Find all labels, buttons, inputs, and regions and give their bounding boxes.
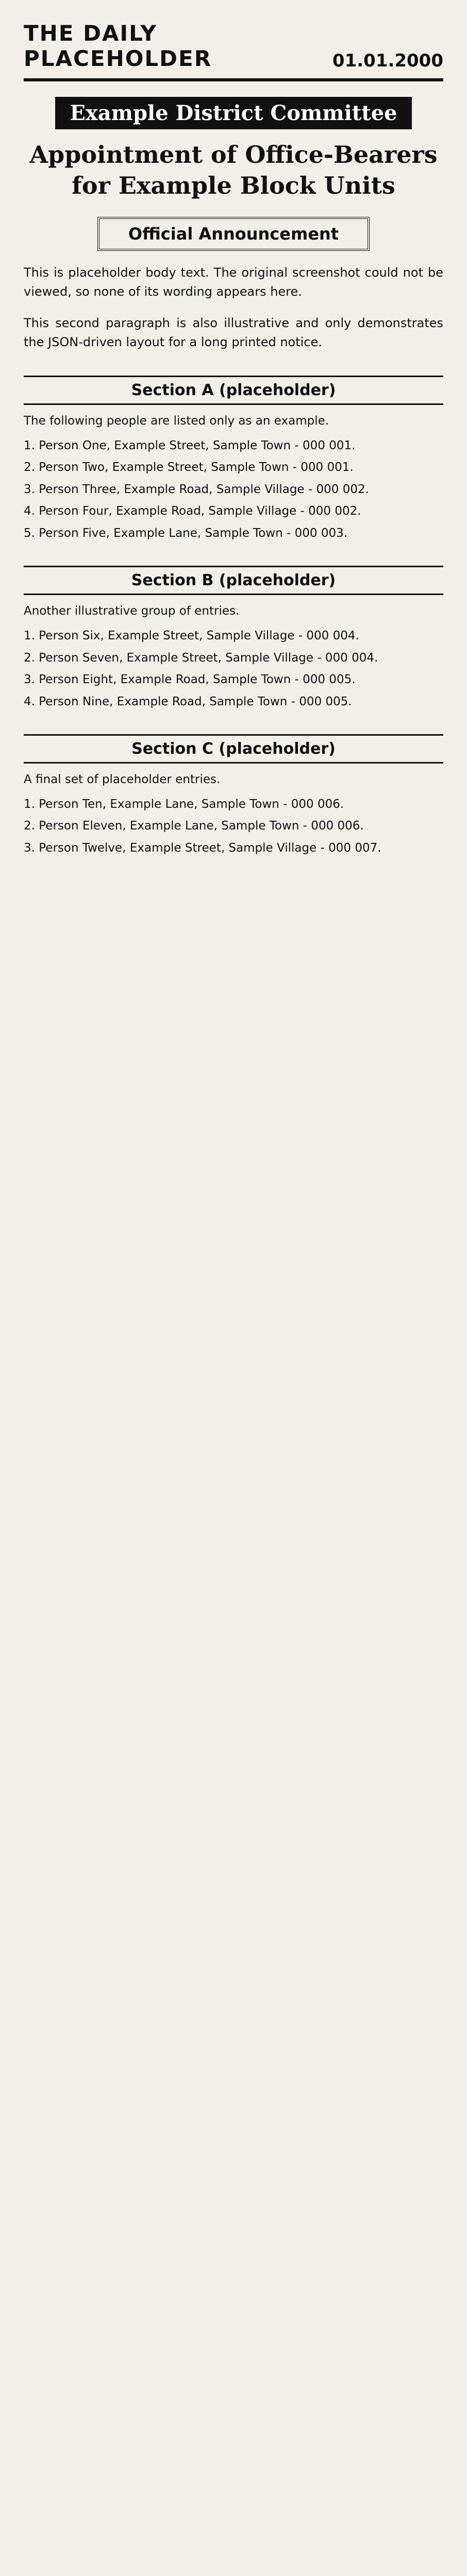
section-lead: A final set of placeholder entries. <box>24 773 221 787</box>
organization-name: Example District Committee <box>55 97 411 129</box>
member-list <box>24 627 443 710</box>
section-lead: The following people are listed only as an example. <box>24 414 329 428</box>
member-entry: 1. Person Ten, Example Lane, Sample Town - 000 006. <box>24 797 344 811</box>
notice-headline: Appointment of Office-Bearers for Example Block Units <box>29 141 438 199</box>
unit-section <box>24 566 443 710</box>
notice-label: Official Announcement <box>97 217 370 251</box>
masthead <box>24 21 443 81</box>
member-list <box>24 795 443 857</box>
member-entry: 2. Person Seven, Example Street, Sample Village - 000 004. <box>24 651 378 665</box>
unit-sections <box>24 376 443 857</box>
member-entry: 3. Person Twelve, Example Street, Sample Village - 000 007. <box>24 841 381 855</box>
intro-text <box>24 263 443 352</box>
section-title: Section B (placeholder) <box>24 566 443 595</box>
member-entry: 2. Person Eleven, Example Lane, Sample Town - 000 006. <box>24 819 364 833</box>
member-entry: 3. Person Three, Example Road, Sample Village - 000 002. <box>24 482 369 496</box>
member-entry: 4. Person Nine, Example Road, Sample Town - 000 005. <box>24 694 352 708</box>
intro-paragraph: This second paragraph is also illustrative and only demonstrates the JSON-driven layout for a long printed notice. <box>24 315 443 350</box>
intro-paragraph: This is placeholder body text. The original screenshot could not be viewed, so none of its wording appears here. <box>24 265 443 299</box>
issue-date: 01.01.2000 <box>332 50 443 71</box>
newspaper-title: THE DAILY PLACEHOLDER <box>24 21 212 71</box>
section-title: Section A (placeholder) <box>24 376 443 405</box>
member-list <box>24 437 443 543</box>
section-lead: Another illustrative group of entries. <box>24 604 240 618</box>
member-entry: 1. Person One, Example Street, Sample Town - 000 001. <box>24 438 356 452</box>
member-entry: 1. Person Six, Example Street, Sample Village - 000 004. <box>24 629 359 643</box>
unit-section <box>24 376 443 542</box>
section-title: Section C (placeholder) <box>24 734 443 764</box>
notice-banner <box>24 97 443 201</box>
member-entry: 5. Person Five, Example Lane, Sample Town - 000 003. <box>24 526 348 540</box>
member-entry: 4. Person Four, Example Road, Sample Village - 000 002. <box>24 504 361 518</box>
member-entry: 3. Person Eight, Example Road, Sample Town - 000 005. <box>24 673 356 687</box>
unit-section <box>24 734 443 857</box>
member-entry: 2. Person Two, Example Street, Sample Town - 000 001. <box>24 461 354 474</box>
